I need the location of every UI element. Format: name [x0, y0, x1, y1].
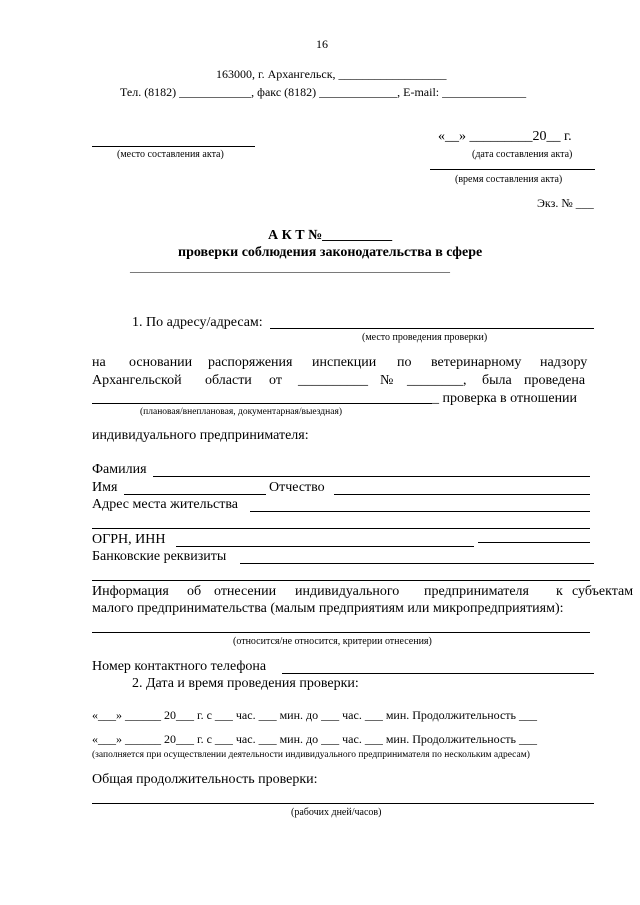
page-number: 16: [316, 37, 328, 51]
ogrn-line[interactable]: [176, 546, 474, 547]
patronymic-label: Отчество: [269, 480, 325, 495]
check-type-line: [92, 403, 432, 404]
datetime-caption: (заполняется при осуществлении деятельности индивидуального предпринимателя по нескольким адресам): [92, 750, 530, 760]
header-address: 163000, г. Архангельск, __________________: [216, 67, 447, 81]
place-caption: (место составления акта): [117, 149, 224, 160]
patronymic-line[interactable]: [334, 494, 590, 495]
address-field-line-2[interactable]: [92, 528, 590, 529]
total-label: Общая продолжительность проверки:: [92, 772, 318, 787]
bank-line-2[interactable]: [92, 580, 590, 581]
check-type-caption: (плановая/внеплановая, документарная/выездная): [140, 407, 342, 417]
section1-label: 1. По адресу/адресам:: [132, 315, 263, 330]
surname-line[interactable]: [153, 476, 590, 477]
datetime-row: «___» ______ 20___ г. с ___ час. ___ мин. до ___ час. ___ мин. Продолжительность ___: [92, 708, 538, 722]
address-caption: (место проведения проверки): [362, 332, 488, 343]
basis-word: инспекции: [312, 355, 377, 370]
basis-word: ветеринарному: [431, 355, 522, 370]
basis-word: №: [380, 373, 394, 388]
header-contacts: Тел. (8182) ____________, факс (8182) _____________, E-mail: ______________: [120, 85, 527, 99]
basis-word: по: [397, 355, 412, 370]
act-title: А К Т №__________: [268, 228, 393, 243]
address-label: Адрес места жительства: [92, 497, 238, 512]
phone-label: Номер контактного телефона: [92, 659, 267, 674]
total-line[interactable]: [92, 803, 594, 804]
inn-line[interactable]: [478, 542, 590, 543]
info-word: к: [556, 584, 563, 599]
basis-word: на: [92, 355, 106, 370]
basis-word: Архангельской: [92, 373, 182, 388]
time-line: [430, 169, 595, 170]
info-word: предпринимателя: [424, 584, 529, 599]
info-line2: малого предпринимательства (малым предприятиям или микропредприятиям):: [92, 601, 564, 616]
address-line: [270, 328, 594, 329]
basis-word: была: [482, 373, 512, 388]
time-caption: (время составления акта): [455, 174, 563, 185]
datetime-row: «___» ______ 20___ г. с ___ час. ___ мин. до ___ час. ___ мин. Продолжительность ___: [92, 732, 538, 746]
copy-number: Экз. № ___: [537, 196, 594, 210]
place-line: [92, 146, 255, 147]
info-word: об: [187, 584, 202, 599]
phone-line[interactable]: [282, 673, 594, 674]
basis-word: области: [205, 373, 252, 388]
date-line: «__» _________20__ г.: [438, 129, 572, 144]
info-word: отнесении: [214, 584, 277, 599]
basis-word: проведена: [524, 373, 586, 388]
entrepreneur-label: индивидуального предпринимателя:: [92, 428, 309, 443]
basis-word: от: [269, 373, 282, 388]
basis-word: надзору: [540, 355, 588, 370]
address-field-line[interactable]: [250, 511, 590, 512]
info-word: субъектам: [572, 584, 634, 599]
basis-word: основании: [129, 355, 193, 370]
info-word: Информация: [92, 584, 169, 599]
name-line[interactable]: [124, 494, 266, 495]
name-label: Имя: [92, 480, 118, 495]
bank-line[interactable]: [240, 563, 594, 564]
act-subtitle: проверки соблюдения законодательства в сфере: [178, 245, 483, 260]
basis-word: распоряжения: [208, 355, 293, 370]
surname-label: Фамилия: [92, 462, 147, 477]
basis-word: ________,: [407, 373, 467, 388]
basis-word: __________: [298, 373, 368, 388]
subtitle-line: ________________________________________________________________: [130, 263, 450, 274]
section2-label: 2. Дата и время проведения проверки:: [132, 676, 359, 691]
check-type-tail: _ проверка в отношении: [432, 391, 578, 406]
info-line[interactable]: [92, 632, 590, 633]
date-caption: (дата составления акта): [472, 149, 573, 160]
ogrn-label: ОГРН, ИНН: [92, 532, 166, 547]
info-caption: (относится/не относится, критерии отнесения): [233, 636, 432, 647]
bank-label: Банковские реквизиты: [92, 549, 227, 564]
total-caption: (рабочих дней/часов): [291, 807, 382, 818]
info-word: индивидуального: [295, 584, 400, 599]
